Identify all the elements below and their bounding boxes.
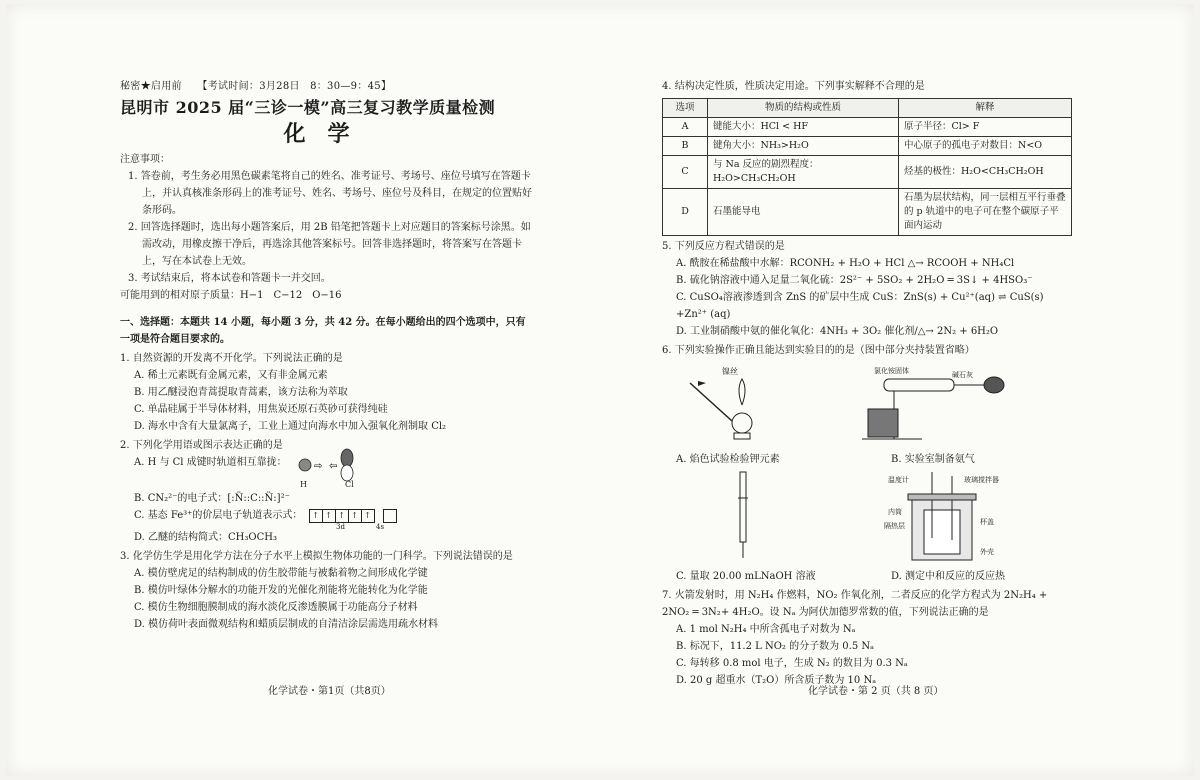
orbital-box-icon: ↑ <box>309 509 323 523</box>
note-2: 2. 回答选择题时，选出每小题答案后，用 2B 铅笔把答题卡上对应题目的答案标号涂黑。如需改动，用橡皮擦干净后，再选涂其他答案标号。回答非选择题时，将答案写在答题卡上，写在本试卷上无效。 <box>128 222 531 267</box>
q2-option-c: C. 基态 Fe³⁺的价层电子轨道表示式： <box>134 510 303 521</box>
q3-option-d: D. 模仿荷叶表面微观结构和蜡质层制成的自清洁涂层需选用疏水材料 <box>134 619 439 630</box>
q3-option-b: B. 模仿叶绿体分解水的功能开发的光催化剂能将光能转化为化学能 <box>134 585 428 596</box>
q2-option-d: D. 乙醚的结构简式：CH₃OCH₃ <box>134 532 277 543</box>
table-cell: 石墨为层状结构，同一层相互平行垂叠的 p 轨道中的电子可在整个碳原子平面内运动 <box>899 189 1072 236</box>
fe-4s-orbital-diagram <box>383 509 396 523</box>
table-header: 物质的结构或性质 <box>708 99 899 118</box>
q1-option-a: A. 稀土元素既有金属元素，又有非金属元素 <box>134 370 328 381</box>
fig-d-label: 隔热层 <box>884 522 905 530</box>
question-7-stem: 7. 火箭发射时，用 N₂H₄ 作燃料，NO₂ 作氧化剂，二者反应的化学方程式为 2N₂H₄ + 2NO₂ ═ 3N₂+ 4H₂O。设 Nₐ 为阿伏加德罗常数的值，下列说法正确的是 <box>662 590 1048 618</box>
question-4-stem: 4. 结构决定性质，性质决定用途。下列事实解释不合理的是 <box>662 81 925 92</box>
cl-atom-label: Cl <box>345 480 354 489</box>
fig-d-label: 玻璃搅拌器 <box>964 476 999 484</box>
table-cell: 石墨能导电 <box>708 189 899 236</box>
svg-text:⇨: ⇨ <box>314 461 323 472</box>
q3-option-a: A. 模仿壁虎足的结构制成的仿生胶带能与被黏着物之间形成化学键 <box>134 568 428 579</box>
fig-b-label-1: 氯化铵固体 <box>874 367 909 375</box>
right-page-footer: 化学试卷・第 2 页（共 8 页） <box>808 686 944 697</box>
q5-option-a: A. 酰胺在稀盐酸中水解：RCONH₂ + H₂O + HCl △→ RCOOH + NH₄Cl <box>676 258 1015 269</box>
table-cell: 原子半径：Cl> F <box>899 118 1072 137</box>
atomic-mass-line: 可能用到的相对原子质量：H−1 C−12 O−16 <box>120 290 342 301</box>
q2-option-a: A. H 与 Cl 成键时轨道相互靠拢： <box>134 457 287 468</box>
q2-option-b: B. CN₂²⁻的电子式：[:N̈::C::N̈:]²⁻ <box>134 493 290 504</box>
table-header-row <box>663 99 1072 118</box>
svg-text:⇦: ⇦ <box>329 461 338 472</box>
exam-title: 昆明市 2025 届“三诊一模”高三复习教学质量检测 <box>120 98 496 117</box>
question-2-stem: 2. 下列化学用语或图示表达正确的是 <box>120 440 283 451</box>
question-3-stem: 3. 化学仿生学是用化学方法在分子水平上模拟生物体功能的一门科学。下列说法错误的是 <box>120 551 513 562</box>
label-3d: 3d <box>336 523 345 531</box>
q7-option-b: B. 标况下，11.2 L NO₂ 的分子数为 0.5 Nₐ <box>676 641 874 652</box>
subject-title: 化学 <box>283 121 372 147</box>
q1-option-b: B. 用乙醚浸泡青蒿提取青蒿素，该方法称为萃取 <box>134 387 348 398</box>
label-4s: 4s <box>376 523 385 531</box>
q1-option-c: C. 单晶硅属于半导体材料，用焦炭还原石英砂可获得纯硅 <box>134 404 388 415</box>
q6-option-d: D. 测定中和反应的反应热 <box>891 571 1006 582</box>
table-cell: 与 Na 反应的剧烈程度：H₂O>CH₃CH₂OH <box>708 156 899 189</box>
orbital-box-icon: ↑ <box>348 509 362 523</box>
q1-option-d: D. 海水中含有大量氯离子，工业上通过向海水中加入强氧化剂制取 Cl₂ <box>134 421 447 432</box>
fig-d-label: 温度计 <box>888 476 909 484</box>
orbital-box-icon: ↑ <box>322 509 336 523</box>
q6-figures-bottom <box>662 468 1072 568</box>
q5-option-d: D. 工业制硝酸中氨的催化氧化：4NH₃ + 3O₂ 催化剂/△→ 2N₂ + 6H₂O <box>676 326 999 337</box>
table-row <box>663 189 1072 236</box>
orbital-box-icon: ↑ <box>361 509 375 523</box>
table-row <box>663 118 1072 137</box>
table-cell: A <box>663 118 708 137</box>
q7-option-d: D. 20 g 超重水（T₂O）所含质子数为 10 Nₐ <box>676 675 877 686</box>
table-row <box>663 156 1072 189</box>
orbital-box-icon <box>383 509 397 523</box>
q6-option-b: B. 实验室制备氨气 <box>891 454 975 465</box>
table-header: 解释 <box>899 99 1072 118</box>
experiment-apparatus-icon <box>662 468 1072 568</box>
q3-option-c: C. 模仿生物细胞膜制成的海水淡化反渗透膜属于功能高分子材料 <box>134 602 418 613</box>
q6-labels-top <box>662 451 1072 468</box>
fig-b-label-2: 碱石灰 <box>952 371 973 379</box>
table-cell: 键角大小：NH₃>H₂O <box>708 137 899 156</box>
question-6-stem: 6. 下列实验操作正确且能达到实验目的的是（图中部分夹持装置省略） <box>662 345 975 356</box>
q2-option-c-row <box>120 507 535 529</box>
left-page <box>120 78 535 633</box>
table-cell: B <box>663 137 708 156</box>
fig-d-label: 外壳 <box>980 548 994 556</box>
q6-labels-bottom <box>662 568 1072 585</box>
table-cell: 键能大小：HCl < HF <box>708 118 899 137</box>
fig-a-label: 镍丝 <box>722 367 738 376</box>
notes-heading: 注意事项： <box>120 154 170 165</box>
table-cell: 中心原子的孤电子对数目：N<O <box>899 137 1072 156</box>
q4-table <box>662 98 1072 236</box>
q5-option-b: B. 硫化钠溶液中通入足量二氧化硫：2S²⁻ + 5SO₂ + 2H₂O ═ 3S↓ + 4HSO₃⁻ <box>676 275 1033 286</box>
h-atom-label: H <box>300 480 307 489</box>
fig-d-label: 杯盖 <box>980 518 994 526</box>
q2-option-a-row <box>120 454 535 490</box>
table-cell: 烃基的极性：H₂O<CH₃CH₂OH <box>899 156 1072 189</box>
fig-d-label: 内筒 <box>888 508 902 516</box>
question-1-stem: 1. 自然资源的开发离不开化学。下列说法正确的是 <box>120 353 343 364</box>
question-5-stem: 5. 下列反应方程式错误的是 <box>662 241 785 252</box>
left-page-footer: 化学试卷・第1页（共8页） <box>268 686 391 697</box>
table-cell: D <box>663 189 708 236</box>
table-header: 选项 <box>663 99 708 118</box>
orbital-overlap-icon <box>295 448 385 482</box>
q6-option-a: A. 焰色试验检验钾元素 <box>676 454 780 465</box>
q6-figures-top <box>662 359 1072 451</box>
q5-option-c: C. CuSO₄溶液渗透到含 ZnS 的矿层中生成 CuS：ZnS(s) + Cu²⁺(aq) ⇌ CuS(s) +Zn²⁺ (aq) <box>676 292 1044 320</box>
section-heading: 一、选择题：本题共 14 小题，每小题 3 分，共 42 分。在每小题给出的四个选项中，只有一项是符合题目要求的。 <box>120 317 526 345</box>
q7-option-c: C. 每转移 0.8 mol 电子，生成 N₂ 的数目为 0.3 Nₐ <box>676 658 908 669</box>
table-row <box>663 137 1072 156</box>
orbital-box-icon: ↑ <box>335 509 349 523</box>
right-page <box>662 78 1072 689</box>
q7-option-a: A. 1 mol N₂H₄ 中所含孤电子对数为 Nₐ <box>676 624 856 635</box>
note-3: 3. 考试结束后，将本试卷和答题卡一并交回。 <box>128 273 331 284</box>
confidential-line: 秘密★启用前 【考试时间：3月28日 8：30—9：45】 <box>120 81 392 92</box>
note-1: 1. 答卷前，考生务必用黑色碳素笔将自己的姓名、准考证号、考场号、座位号填写在答题卡上，并认真核准条形码上的准考证号、姓名、考场号、座位号及科目，在规定的位置贴好条形码。 <box>128 171 532 216</box>
q6-option-c: C. 量取 20.00 mLNaOH 溶液 <box>676 571 816 582</box>
table-cell: C <box>663 156 708 189</box>
